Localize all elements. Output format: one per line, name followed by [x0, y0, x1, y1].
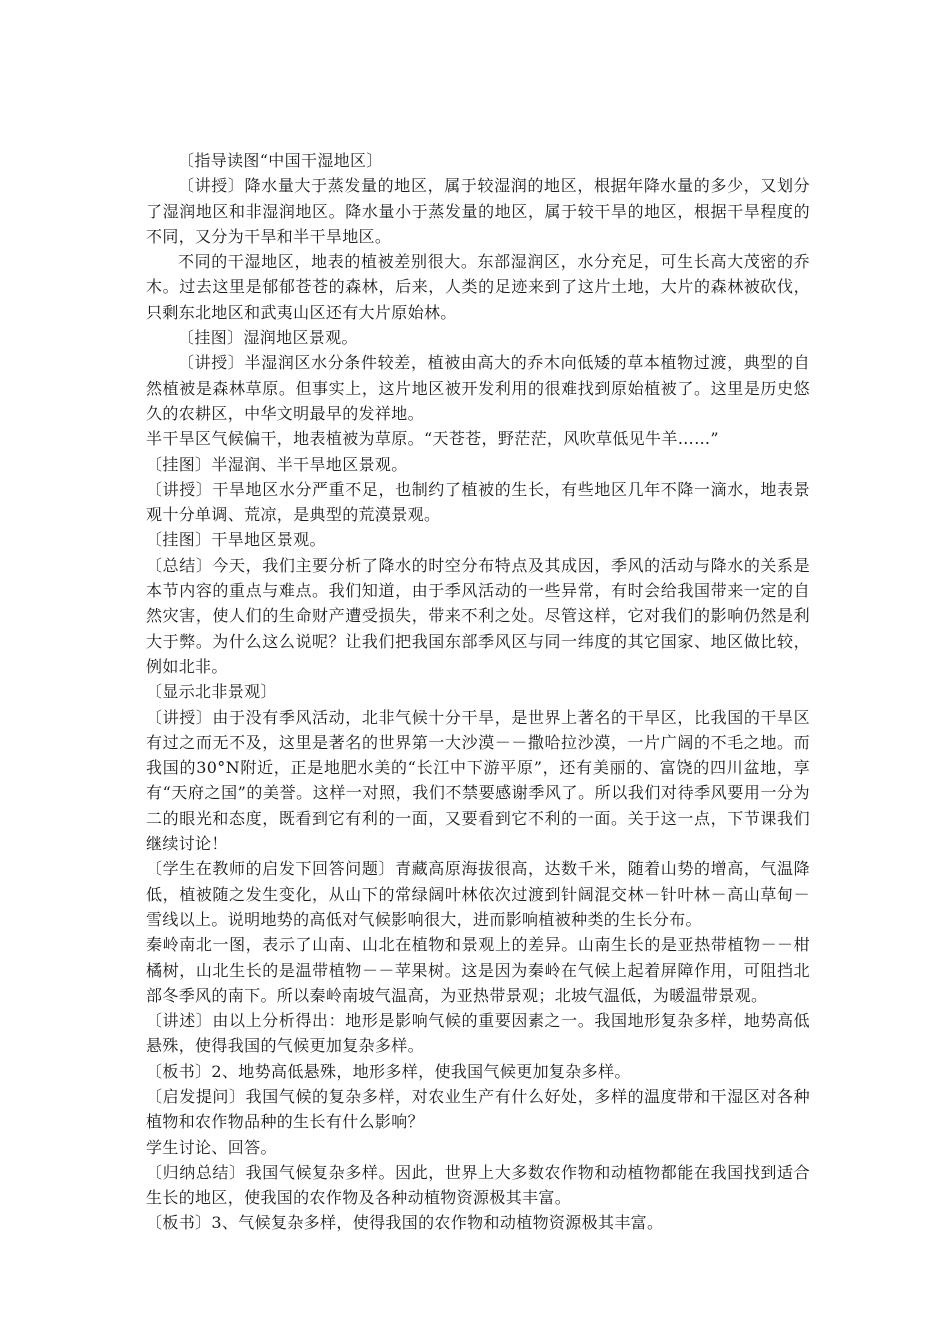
paragraph-lecture-semi-humid: 〔讲授〕半湿润区水分条件较差，植被由高大的乔木向低矮的草本植物过渡，典型的自然植被是森林草原。但事实上，这片地区被开发利用的很难找到原始植被了。这里是历史悠久的农耕区，中华文明最早的发祥地。 [146, 353, 810, 423]
paragraph-wall-chart-semi: 〔挂图〕半湿润、半干旱地区景观。 [146, 454, 408, 474]
paragraph-wall-chart-arid: 〔挂图〕干旱地区景观。 [146, 530, 326, 550]
paragraph-semi-arid: 半干旱区气候偏干，地表植被为草原。“天苍苍，野茫茫，风吹草低见牛羊……” [146, 429, 719, 449]
paragraph-conclusion: 〔归纳总结〕我国气候复杂多样。因此，世界上大多数农作物和动植物都能在我国找到适合生长的地区，使我国的农作物及各种动植物资源极其丰富。 [146, 1162, 810, 1208]
paragraph-summary-monsoon: 〔总结〕今天，我们主要分析了降水的时空分布特点及其成因，季风的活动与降水的关系是本节内容的重点与难点。我们知道，由于季风活动的一些异常，有时会给我国带来一定的自然灾害，使人们的生命财产遭受损失，带来不利之处。尽管这样，它对我们的影响仍然是利大于弊。为什么这么说呢？让我们把我国东部季风区与同一纬度的其它国家、地区做比较，例如北非。 [146, 555, 810, 676]
paragraph-student-discussion: 学生讨论、回答。 [146, 1137, 277, 1157]
paragraph-lecture-precipitation: 〔讲授〕降水量大于蒸发量的地区，属于较湿润的地区，根据年降水量的多少，又划分了湿润地区和非湿润地区。降水量小于蒸发量的地区，属于较干旱的地区，根据干旱程度的不同，又分为干旱和半干旱地区。 [146, 176, 810, 246]
paragraph-student-answer: 〔学生在教师的启发下回答问题〕青藏高原海拔很高，达数千米，随着山势的增高，气温降低，植被随之发生变化，从山下的常绿阔叶林依次过渡到针阔混交林－针叶林－高山草甸－雪线以上。说明地势的高低对气候影响很大，进而影响植被种类的生长分布。 [146, 859, 810, 929]
paragraph-reading-guide: 〔指导读图“中国干湿地区〕 [178, 151, 383, 170]
paragraph-qinling: 秦岭南北一图，表示了山南、山北在植物和景观上的差异。山南生长的是亚热带植物－－柑橘树，山北生长的是温带植物－－苹果树。这是因为秦岭在气候上起着屏障作用，可阻挡北部冬季风的南下。所以秦岭南坡气温高，为亚热带景观；北坡气温低，为暖温带景观。 [146, 935, 810, 1005]
paragraph-lecture-north-africa: 〔讲授〕由于没有季风活动，北非气候十分干旱，是世界上著名的干旱区，比我国的干旱区有过之而无不及，这里是著名的世界第一大沙漠－－撒哈拉沙漠，一片广阔的不毛之地。而我国的30°N附近，正是地肥水美的“长江中下游平原”，还有美丽的、富饶的四川盆地，享有“天府之国”的美誉。这样一对照，我们不禁要感谢季风了。所以我们对待季风要用一分为二的眼光和态度，既看到它有利的一面，又要看到它不利的一面。关于这一点，下节课我们继续讨论！ [146, 707, 810, 854]
paragraph-wall-chart-humid: 〔挂图〕湿润地区景观。 [178, 328, 358, 348]
paragraph-board-note-3: 〔板书〕3、气候复杂多样，使得我国的农作物和动植物资源极其丰富。 [146, 1213, 664, 1233]
paragraph-lecture-arid: 〔讲授〕干旱地区水分严重不足，也制约了植被的生长，有些地区几年不降一滴水，地表景观十分单调、荒凉，是典型的荒漠景观。 [146, 479, 810, 525]
paragraph-vegetation-differences: 不同的干湿地区，地表的植被差别很大。东部湿润区，水分充足，可生长高大茂密的乔木。过去这里是郁郁苍苍的森林，后来，人类的足迹来到了这片土地，大片的森林被砍伐，只剩东北地区和武夷山区还有大片原始林。 [146, 252, 810, 322]
paragraph-narration-terrain: 〔讲述〕由以上分析得出：地形是影响气候的重要因素之一。我国地形复杂多样，地势高低悬殊，使得我国的气候更加复杂多样。 [146, 1011, 810, 1056]
paragraph-board-note-2: 〔板书〕2、地势高低悬殊，地形多样，使我国气候更加复杂多样。 [146, 1061, 631, 1081]
paragraph-show-north-africa: 〔显示北非景观〕 [146, 682, 277, 702]
paragraph-prompt-question: 〔启发提问〕我国气候的复杂多样，对农业生产有什么好处，多样的温度带和干湿区对各种植物和农作物品种的生长有什么影响？ [146, 1086, 810, 1132]
document-body [146, 148, 810, 1236]
